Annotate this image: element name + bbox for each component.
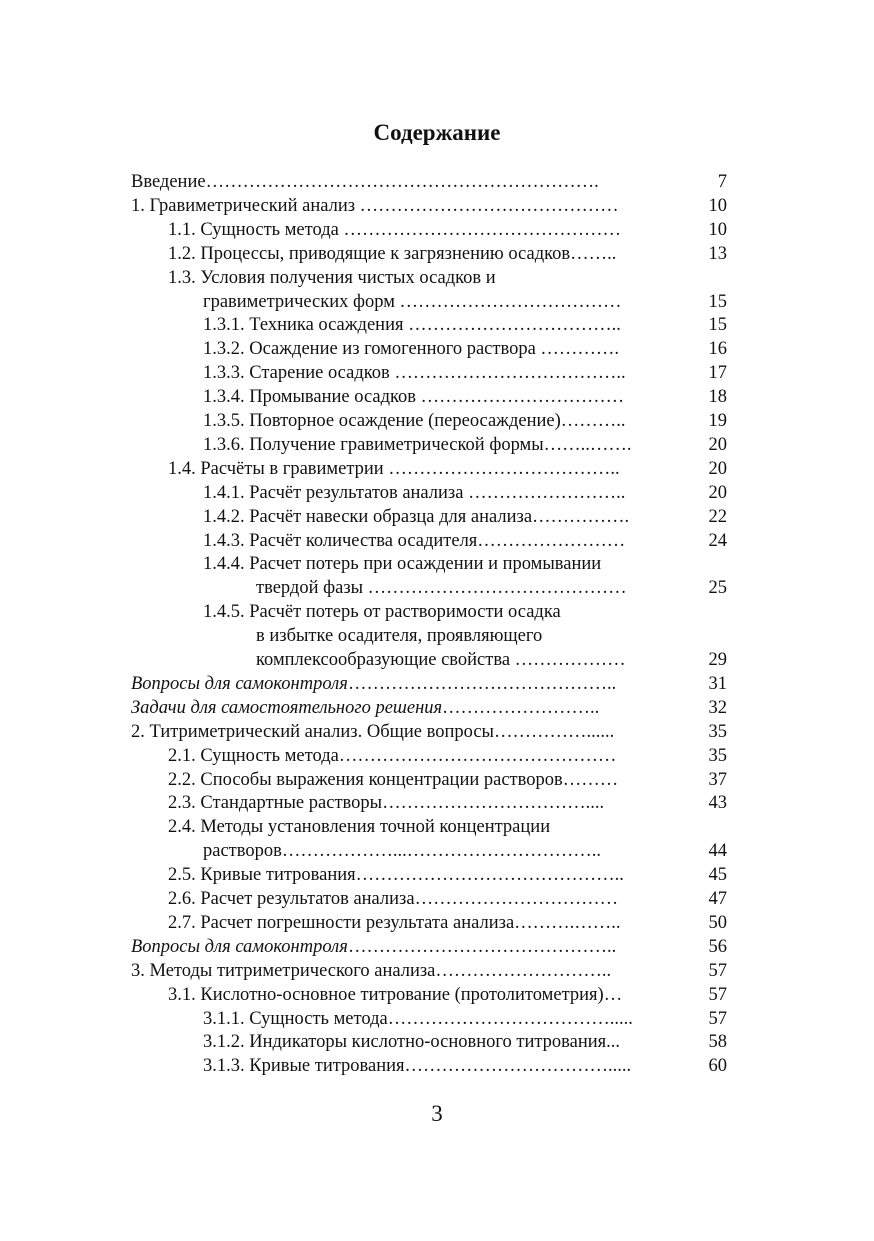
page-title: Содержание bbox=[373, 120, 501, 145]
toc-entry[interactable] bbox=[0, 290, 727, 314]
toc-entry-title: комплексообразующие свойства ……………… bbox=[256, 650, 626, 670]
toc-entry-page: 24 bbox=[708, 530, 727, 551]
toc-entry-page: 50 bbox=[708, 912, 727, 933]
page-number: 3 bbox=[431, 1101, 443, 1126]
toc-entry[interactable] bbox=[0, 648, 727, 672]
toc-entry-title: 3. Методы титриметрического анализа……………………….. bbox=[131, 960, 612, 981]
toc-entry-page: 20 bbox=[708, 458, 727, 479]
toc-entry[interactable] bbox=[0, 983, 727, 1007]
toc-entry-page: 47 bbox=[708, 889, 727, 909]
toc-entry[interactable] bbox=[0, 505, 727, 529]
toc-entry[interactable] bbox=[0, 624, 727, 648]
toc-entry-page: 7 bbox=[717, 172, 727, 192]
toc-entry-title: 1.3.6. Получение гравиметрической формы……..……. bbox=[203, 434, 632, 455]
toc-entry[interactable] bbox=[0, 170, 727, 194]
toc-entry[interactable] bbox=[0, 481, 727, 505]
toc-entry-title: в избытке осадителя, проявляющего bbox=[256, 626, 543, 647]
toc-entry[interactable] bbox=[0, 887, 727, 911]
toc-entry[interactable] bbox=[0, 815, 727, 839]
toc-entry-page: 31 bbox=[708, 673, 727, 694]
toc-entry[interactable] bbox=[0, 1030, 727, 1054]
toc-entry-page: 10 bbox=[708, 195, 727, 216]
toc-entry[interactable] bbox=[0, 433, 727, 457]
toc-entry-page: 35 bbox=[708, 745, 727, 766]
toc-entry[interactable] bbox=[0, 409, 727, 433]
toc-entry-title: 1.4.2. Расчёт навески образца для анализа……………. bbox=[203, 506, 630, 527]
toc-entry[interactable] bbox=[0, 863, 727, 887]
toc-entry[interactable] bbox=[0, 672, 727, 696]
toc-entry[interactable] bbox=[0, 576, 727, 600]
toc-entry-title: 3.1.1. Сущность метода………………………………..... bbox=[203, 1008, 633, 1029]
toc-entry[interactable] bbox=[0, 600, 727, 624]
toc-entry-page: 57 bbox=[708, 960, 727, 981]
toc-entry[interactable] bbox=[0, 266, 727, 290]
toc-entry-title: 1.3.4. Промывание осадков …………………………… bbox=[203, 387, 625, 408]
toc-entry-title: 1.4.5. Расчёт потерь от растворимости осадка bbox=[203, 602, 561, 623]
toc-entry-dots: …………………………………….. bbox=[348, 673, 617, 694]
toc-entry-page: 29 bbox=[708, 650, 727, 670]
toc-entry-page: 15 bbox=[708, 291, 727, 312]
toc-entry[interactable] bbox=[0, 337, 727, 361]
toc-entry-page: 57 bbox=[708, 984, 727, 1005]
toc-entry-page: 37 bbox=[708, 769, 727, 790]
toc-entry[interactable] bbox=[0, 744, 727, 768]
toc-entry-title: 1.3. Условия получения чистых осадков и bbox=[168, 267, 496, 288]
toc-entry-title: 2.6. Расчет результатов анализа…………………………… bbox=[168, 889, 619, 909]
toc-entry-page: 32 bbox=[708, 697, 727, 718]
toc-entry-title: 1.3.5. Повторное осаждение (переосаждение)……….. bbox=[203, 411, 626, 431]
toc-entry-page: 18 bbox=[708, 387, 727, 408]
toc-entry[interactable] bbox=[0, 361, 727, 385]
toc-entry-page: 58 bbox=[708, 1032, 727, 1053]
toc-entry[interactable] bbox=[0, 457, 727, 481]
toc-entry-page: 16 bbox=[708, 339, 727, 360]
toc-entry[interactable] bbox=[0, 935, 727, 959]
toc-entry-title: растворов………………...………………………….. bbox=[203, 841, 601, 862]
toc-entry-title: 2. Титриметрический анализ. Общие вопросы……………...... bbox=[131, 721, 615, 742]
toc-entry[interactable] bbox=[0, 194, 727, 218]
toc-entry-page: 43 bbox=[708, 793, 727, 814]
toc-entry[interactable] bbox=[0, 218, 727, 242]
toc-entry-title: 2.7. Расчет погрешности результата анализа……….…….. bbox=[168, 912, 621, 933]
toc-entry-page: 20 bbox=[708, 482, 727, 503]
toc-entry-title: 2.2. Способы выражения концентрации растворов……… bbox=[168, 769, 619, 790]
toc-entry-title: 3.1.3. Кривые титрования……………………………..... bbox=[203, 1056, 632, 1077]
toc-entry[interactable] bbox=[0, 911, 727, 935]
toc-entry-dots: …………………….. bbox=[442, 697, 600, 718]
toc-entry[interactable] bbox=[0, 696, 727, 720]
toc-entry-page: 35 bbox=[708, 721, 727, 742]
toc-entry-title: 3.1. Кислотно-основное титрование (протолитометрия)… bbox=[168, 984, 623, 1005]
toc-entry[interactable] bbox=[0, 1007, 727, 1031]
toc-entry-page: 13 bbox=[708, 243, 727, 264]
toc-entry-dots: …………………………………….. bbox=[348, 936, 617, 957]
toc-entry[interactable] bbox=[0, 385, 727, 409]
toc-entry[interactable] bbox=[0, 242, 727, 266]
toc-entry-title: 2.5. Кривые титрования…………………………………….. bbox=[168, 865, 624, 886]
toc-entry-page: 22 bbox=[708, 506, 727, 527]
toc-entry[interactable] bbox=[0, 720, 727, 744]
toc-entry-title: 1.4.1. Расчёт результатов анализа …………………….. bbox=[203, 482, 626, 503]
toc-entry-page: 45 bbox=[708, 865, 727, 886]
toc-entry-page: 20 bbox=[708, 434, 727, 455]
toc-entry-title: Введение………………………………………………………. bbox=[131, 172, 599, 192]
toc-entry-title: Вопросы для самоконтроля bbox=[131, 673, 348, 694]
toc-entry-title: Вопросы для самоконтроля bbox=[131, 936, 348, 957]
toc-entry-page: 25 bbox=[708, 578, 727, 599]
toc-entry-page: 10 bbox=[708, 219, 727, 240]
toc-entry-page: 56 bbox=[708, 936, 727, 957]
toc-entry-title: Задачи для самостоятельного решения bbox=[131, 697, 443, 718]
toc-entry-title: 2.4. Методы установления точной концентрации bbox=[168, 817, 551, 838]
toc-entry-title: гравиметрических форм ……………………………… bbox=[203, 291, 622, 312]
toc-entry-title: 1.4. Расчёты в гравиметрии ……………………………….. bbox=[168, 458, 620, 479]
toc-entry-page: 44 bbox=[708, 841, 727, 862]
toc-entry[interactable] bbox=[0, 1054, 727, 1078]
toc-entry-title: твердой фазы …………………………………… bbox=[256, 578, 627, 599]
toc-entry-title: 3.1.2. Индикаторы кислотно-основного титрования... bbox=[203, 1032, 621, 1053]
toc-entry-title: 1.3.2. Осаждение из гомогенного раствора …………. bbox=[203, 339, 620, 360]
toc-entry[interactable] bbox=[0, 529, 727, 553]
toc-entry-title: 1.3.3. Старение осадков ……………………………….. bbox=[203, 363, 626, 384]
toc-entry-title: 2.3. Стандартные растворы…………………………….... bbox=[168, 793, 605, 814]
toc-entry[interactable] bbox=[0, 768, 727, 792]
toc-entry-title: 1.3.1. Техника осаждения …………………………….. bbox=[203, 315, 621, 336]
toc-entry-page: 57 bbox=[708, 1008, 727, 1029]
toc-entry-title: 1.2. Процессы, приводящие к загрязнению осадков…….. bbox=[168, 243, 617, 264]
toc-entry-page: 17 bbox=[708, 363, 727, 384]
toc-entry-title: 1.4.3. Расчёт количества осадителя…………………… bbox=[203, 530, 626, 551]
toc-entry-page: 19 bbox=[708, 411, 727, 431]
toc-entry-title: 1.4.4. Расчет потерь при осаждении и промывании bbox=[203, 554, 602, 575]
toc-entry-page: 60 bbox=[708, 1056, 727, 1077]
toc-entry[interactable] bbox=[0, 791, 727, 815]
toc-entry-title: 1. Гравиметрический анализ …………………………………… bbox=[131, 195, 619, 216]
toc-entry[interactable] bbox=[0, 552, 727, 576]
toc-entry-page: 15 bbox=[708, 315, 727, 336]
toc-entry[interactable] bbox=[0, 959, 727, 983]
toc-entry-title: 2.1. Сущность метода……………………………………… bbox=[168, 745, 617, 766]
toc-entry-title: 1.1. Сущность метода ……………………………………… bbox=[168, 219, 621, 240]
toc-entry[interactable] bbox=[0, 839, 727, 863]
toc-entry[interactable] bbox=[0, 313, 727, 337]
